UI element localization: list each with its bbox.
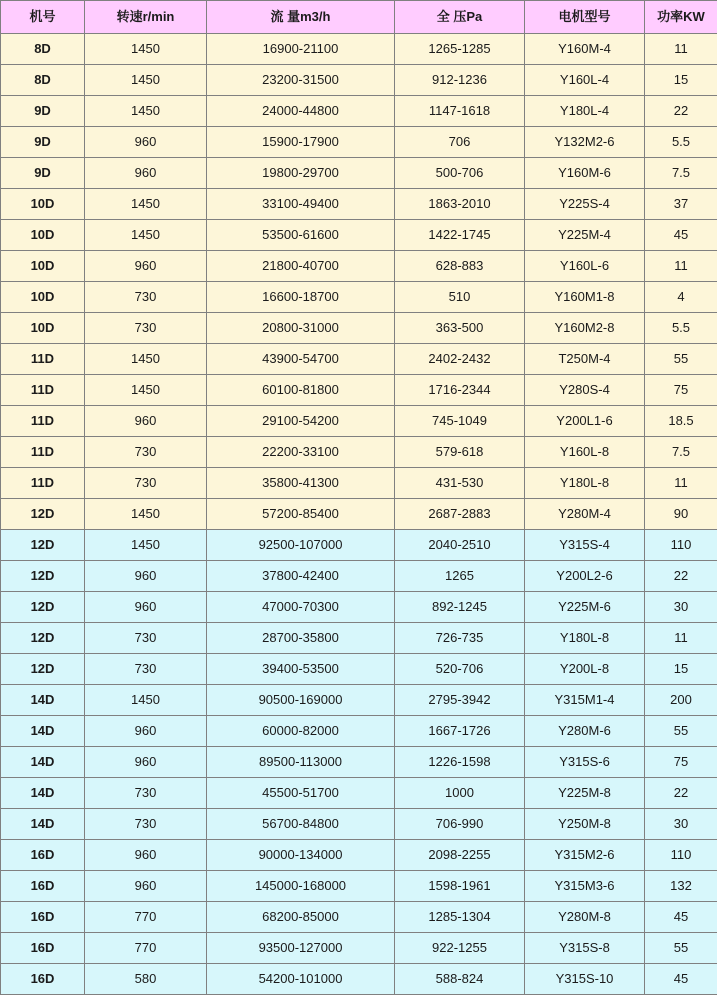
table-cell: 1450 — [85, 34, 207, 65]
table-cell: Y225M-8 — [525, 778, 645, 809]
table-cell: 922-1255 — [395, 933, 525, 964]
table-cell: Y315S-4 — [525, 530, 645, 561]
table-cell: 960 — [85, 592, 207, 623]
table-cell: 431-530 — [395, 468, 525, 499]
table-cell: 1265 — [395, 561, 525, 592]
table-cell: 37 — [645, 189, 717, 220]
table-cell: Y280M-4 — [525, 499, 645, 530]
table-cell: Y250M-8 — [525, 809, 645, 840]
column-header-model: 机号 — [1, 1, 85, 34]
table-cell: Y180L-4 — [525, 96, 645, 127]
table-cell: 730 — [85, 313, 207, 344]
table-cell: 960 — [85, 871, 207, 902]
table-cell: 21800-40700 — [207, 251, 395, 282]
table-cell: 11D — [1, 468, 85, 499]
table-row — [1, 623, 717, 654]
table-cell: 30 — [645, 809, 717, 840]
table-cell: 24000-44800 — [207, 96, 395, 127]
table-cell: 93500-127000 — [207, 933, 395, 964]
column-header-pressure: 全 压Pa — [395, 1, 525, 34]
table-row — [1, 65, 717, 96]
table-cell: Y132M2-6 — [525, 127, 645, 158]
table-cell: 706-990 — [395, 809, 525, 840]
table-cell: 11D — [1, 375, 85, 406]
table-cell: 12D — [1, 561, 85, 592]
table-cell: 45500-51700 — [207, 778, 395, 809]
table-cell: 11 — [645, 623, 717, 654]
table-cell: 1450 — [85, 96, 207, 127]
table-cell: Y315M2-6 — [525, 840, 645, 871]
table-cell: 56700-84800 — [207, 809, 395, 840]
table-cell: 2402-2432 — [395, 344, 525, 375]
table-cell: 110 — [645, 840, 717, 871]
table-cell: 23200-31500 — [207, 65, 395, 96]
table-cell: 730 — [85, 282, 207, 313]
table-cell: 1285-1304 — [395, 902, 525, 933]
table-cell: Y225S-4 — [525, 189, 645, 220]
table-cell: 39400-53500 — [207, 654, 395, 685]
table-cell: Y315S-8 — [525, 933, 645, 964]
table-cell: 132 — [645, 871, 717, 902]
table-cell: 1265-1285 — [395, 34, 525, 65]
table-cell: 145000-168000 — [207, 871, 395, 902]
table-cell: 2040-2510 — [395, 530, 525, 561]
table-cell: 19800-29700 — [207, 158, 395, 189]
table-cell: Y280M-6 — [525, 716, 645, 747]
table-cell: 18.5 — [645, 406, 717, 437]
table-cell: 53500-61600 — [207, 220, 395, 251]
table-cell: 11D — [1, 406, 85, 437]
table-cell: 726-735 — [395, 623, 525, 654]
table-cell: 14D — [1, 809, 85, 840]
table-cell: Y315M1-4 — [525, 685, 645, 716]
table-row — [1, 809, 717, 840]
table-cell: 22200-33100 — [207, 437, 395, 468]
table-row — [1, 220, 717, 251]
table-cell: 30 — [645, 592, 717, 623]
table-cell: 14D — [1, 685, 85, 716]
table-row — [1, 34, 717, 65]
table-cell: 960 — [85, 716, 207, 747]
table-cell: 60000-82000 — [207, 716, 395, 747]
table-cell: 10D — [1, 251, 85, 282]
table-cell: 16D — [1, 933, 85, 964]
table-cell: 11 — [645, 251, 717, 282]
table-row — [1, 592, 717, 623]
table-cell: 579-618 — [395, 437, 525, 468]
table-row — [1, 344, 717, 375]
table-cell: 730 — [85, 623, 207, 654]
table-cell: 55 — [645, 716, 717, 747]
table-row — [1, 468, 717, 499]
table-cell: 1450 — [85, 530, 207, 561]
table-cell: 9D — [1, 158, 85, 189]
table-row — [1, 189, 717, 220]
table-row — [1, 964, 717, 995]
table-cell: 1450 — [85, 65, 207, 96]
table-row — [1, 313, 717, 344]
table-cell: 45 — [645, 220, 717, 251]
column-header-speed: 转速r/min — [85, 1, 207, 34]
table-row — [1, 158, 717, 189]
table-cell: 960 — [85, 127, 207, 158]
table-cell: Y200L-8 — [525, 654, 645, 685]
table-cell: 60100-81800 — [207, 375, 395, 406]
table-cell: 580 — [85, 964, 207, 995]
table-cell: 1000 — [395, 778, 525, 809]
table-cell: 68200-85000 — [207, 902, 395, 933]
table-row — [1, 654, 717, 685]
table-cell: 15900-17900 — [207, 127, 395, 158]
table-cell: 960 — [85, 840, 207, 871]
table-cell: 1450 — [85, 499, 207, 530]
table-cell: 35800-41300 — [207, 468, 395, 499]
table-cell: 11D — [1, 344, 85, 375]
table-cell: 90000-134000 — [207, 840, 395, 871]
table-cell: 1450 — [85, 189, 207, 220]
table-cell: Y315S-10 — [525, 964, 645, 995]
table-cell: 10D — [1, 282, 85, 313]
table-cell: 4 — [645, 282, 717, 313]
table-cell: 8D — [1, 65, 85, 96]
table-row — [1, 530, 717, 561]
table-cell: Y160M-6 — [525, 158, 645, 189]
table-cell: Y225M-4 — [525, 220, 645, 251]
table-cell: 11 — [645, 34, 717, 65]
table-cell: 57200-85400 — [207, 499, 395, 530]
table-cell: 16900-21100 — [207, 34, 395, 65]
table-cell: Y280M-8 — [525, 902, 645, 933]
table-cell: 1598-1961 — [395, 871, 525, 902]
table-cell: 14D — [1, 747, 85, 778]
table-cell: 12D — [1, 530, 85, 561]
table-cell: 37800-42400 — [207, 561, 395, 592]
column-header-motor-type: 电机型号 — [525, 1, 645, 34]
table-cell: 1863-2010 — [395, 189, 525, 220]
table-cell: 1716-2344 — [395, 375, 525, 406]
table-cell: 22 — [645, 778, 717, 809]
table-cell: 14D — [1, 778, 85, 809]
table-cell: 12D — [1, 499, 85, 530]
table-cell: 1450 — [85, 685, 207, 716]
table-cell: 90500-169000 — [207, 685, 395, 716]
table-cell: Y160L-4 — [525, 65, 645, 96]
table-cell: 22 — [645, 561, 717, 592]
table-row — [1, 251, 717, 282]
table-row — [1, 716, 717, 747]
table-cell: Y280S-4 — [525, 375, 645, 406]
table-cell: 9D — [1, 127, 85, 158]
table-cell: 47000-70300 — [207, 592, 395, 623]
table-cell: 730 — [85, 654, 207, 685]
table-row — [1, 933, 717, 964]
table-cell: 730 — [85, 778, 207, 809]
table-cell: 20800-31000 — [207, 313, 395, 344]
table-cell: 1450 — [85, 344, 207, 375]
table-cell: 1226-1598 — [395, 747, 525, 778]
table-cell: 16D — [1, 871, 85, 902]
table-cell: 16600-18700 — [207, 282, 395, 313]
table-row — [1, 871, 717, 902]
table-cell: 2098-2255 — [395, 840, 525, 871]
table-cell: 706 — [395, 127, 525, 158]
table-cell: 16D — [1, 902, 85, 933]
table-cell: Y180L-8 — [525, 623, 645, 654]
table-cell: 892-1245 — [395, 592, 525, 623]
table-row — [1, 282, 717, 313]
table-cell: 75 — [645, 375, 717, 406]
table-cell: 588-824 — [395, 964, 525, 995]
table-cell: 745-1049 — [395, 406, 525, 437]
table-cell: 16D — [1, 964, 85, 995]
column-header-power: 功率KW — [645, 1, 717, 34]
table-row — [1, 406, 717, 437]
table-cell: T250M-4 — [525, 344, 645, 375]
table-cell: Y200L1-6 — [525, 406, 645, 437]
table-cell: 730 — [85, 468, 207, 499]
table-cell: 55 — [645, 344, 717, 375]
table-cell: Y315S-6 — [525, 747, 645, 778]
table-cell: 43900-54700 — [207, 344, 395, 375]
table-cell: 1422-1745 — [395, 220, 525, 251]
table-cell: 520-706 — [395, 654, 525, 685]
table-cell: 1450 — [85, 220, 207, 251]
table-cell: 912-1236 — [395, 65, 525, 96]
table-cell: 33100-49400 — [207, 189, 395, 220]
table-cell: 2795-3942 — [395, 685, 525, 716]
table-cell: 770 — [85, 902, 207, 933]
table-cell: 22 — [645, 96, 717, 127]
table-cell: 110 — [645, 530, 717, 561]
table-cell: 1147-1618 — [395, 96, 525, 127]
table-cell: 8D — [1, 34, 85, 65]
table-cell: 90 — [645, 499, 717, 530]
table-cell: 500-706 — [395, 158, 525, 189]
table-cell: 92500-107000 — [207, 530, 395, 561]
table-cell: 7.5 — [645, 158, 717, 189]
table-cell: 628-883 — [395, 251, 525, 282]
table-cell: 960 — [85, 747, 207, 778]
table-cell: 363-500 — [395, 313, 525, 344]
table-cell: Y200L2-6 — [525, 561, 645, 592]
table-cell: Y160M1-8 — [525, 282, 645, 313]
table-cell: 11 — [645, 468, 717, 499]
table-row — [1, 127, 717, 158]
table-cell: 7.5 — [645, 437, 717, 468]
table-cell: 45 — [645, 964, 717, 995]
table-cell: 960 — [85, 251, 207, 282]
table-cell: 45 — [645, 902, 717, 933]
table-row — [1, 437, 717, 468]
table-cell: 5.5 — [645, 127, 717, 158]
table-cell: Y160M2-8 — [525, 313, 645, 344]
table-cell: 12D — [1, 623, 85, 654]
table-cell: 960 — [85, 158, 207, 189]
table-cell: 9D — [1, 96, 85, 127]
table-cell: 10D — [1, 220, 85, 251]
table-row — [1, 840, 717, 871]
table-cell: 14D — [1, 716, 85, 747]
table-cell: Y160M-4 — [525, 34, 645, 65]
table-cell: 89500-113000 — [207, 747, 395, 778]
table-cell: 75 — [645, 747, 717, 778]
table-cell: 12D — [1, 592, 85, 623]
table-cell: 12D — [1, 654, 85, 685]
table-row — [1, 499, 717, 530]
table-cell: 11D — [1, 437, 85, 468]
table-row — [1, 778, 717, 809]
table-cell: Y160L-8 — [525, 437, 645, 468]
table-cell: 770 — [85, 933, 207, 964]
table-row — [1, 561, 717, 592]
header-row — [1, 1, 717, 34]
table-body — [1, 34, 717, 995]
table-cell: 960 — [85, 561, 207, 592]
table-cell: 1450 — [85, 375, 207, 406]
table-row — [1, 96, 717, 127]
table-cell: 29100-54200 — [207, 406, 395, 437]
table-row — [1, 375, 717, 406]
table-cell: 15 — [645, 65, 717, 96]
table-row — [1, 685, 717, 716]
table-cell: 960 — [85, 406, 207, 437]
table-cell: 10D — [1, 189, 85, 220]
table-cell: 730 — [85, 437, 207, 468]
table-cell: Y315M3-6 — [525, 871, 645, 902]
table-row — [1, 902, 717, 933]
table-header — [1, 1, 717, 34]
table-cell: 28700-35800 — [207, 623, 395, 654]
table-cell: 2687-2883 — [395, 499, 525, 530]
table-row — [1, 747, 717, 778]
table-cell: 510 — [395, 282, 525, 313]
table-cell: 16D — [1, 840, 85, 871]
table-cell: 1667-1726 — [395, 716, 525, 747]
table-cell: Y180L-8 — [525, 468, 645, 499]
table-cell: 200 — [645, 685, 717, 716]
table-cell: 15 — [645, 654, 717, 685]
table-cell: 55 — [645, 933, 717, 964]
table-cell: 54200-101000 — [207, 964, 395, 995]
table-cell: Y160L-6 — [525, 251, 645, 282]
table-cell: 5.5 — [645, 313, 717, 344]
table-cell: 10D — [1, 313, 85, 344]
table-cell: Y225M-6 — [525, 592, 645, 623]
table-cell: 730 — [85, 809, 207, 840]
column-header-flow: 流 量m3/h — [207, 1, 395, 34]
